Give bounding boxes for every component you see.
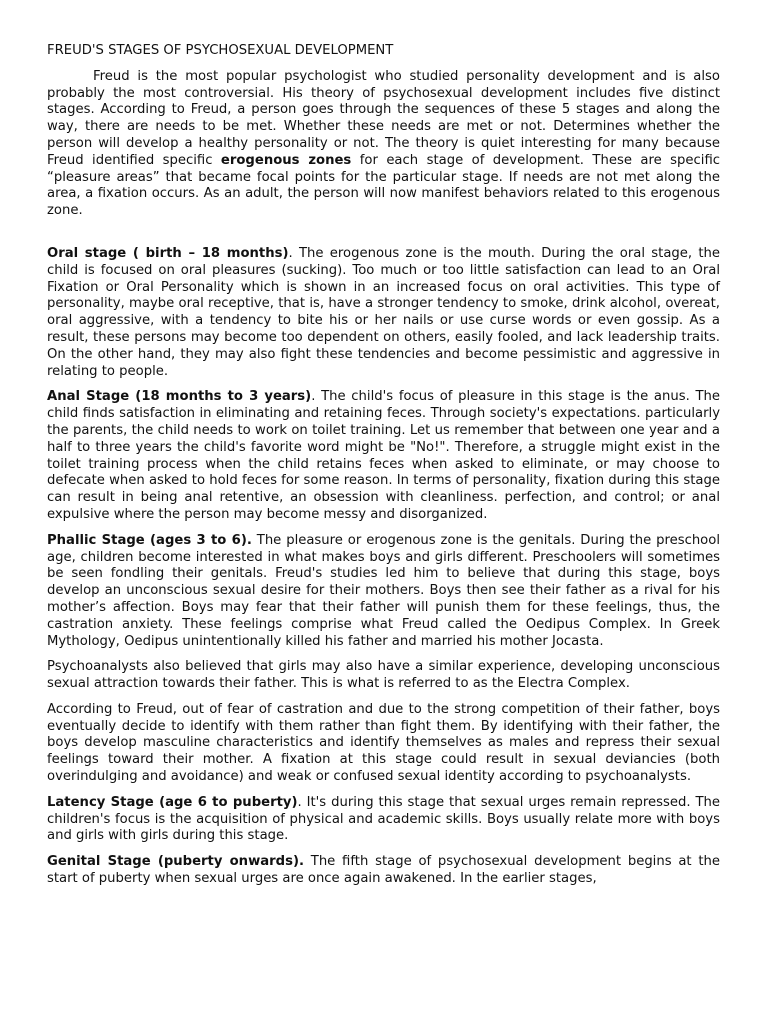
- oral-stage-text: . The erogenous zone is the mouth. During the oral stage, the child is focused on oral pleasures (sucking). Too much or too little satisfaction can lead to an Oral Fixation or Oral Personality which is shown in an increased focus on oral activities. This type of personality, maybe oral receptive, that is, have a stronger tendency to smoke, drink alcohol, overeat, oral aggressive, with a tendency to bite his or her nails or use curse words or even gossip. As a result, these persons may become too dependent on others, easily fooled, and lack leadership traits. On the other hand, they may also fight these tendencies and become pessimistic and aggressive in relating to people.: [47, 245, 720, 379]
- phallic-stage-text: The pleasure or erogenous zone is the genitals. During the preschool age, children become interested in what makes boys and girls different. Preschoolers will sometimes be seen fondling their genitals. Freud's studies led him to believe that during this stage, boys develop an unconscious sexual desire for their mothers. Boys then see their father as a rival for his mother’s affection. Boys may fear that their father will punish them for these feelings, thus, the castration anxiety. These feelings comprise what Freud called the Oedipus Complex. In Greek Mythology, Oedipus unintentionally killed his father and married his mother Jocasta.: [47, 532, 720, 649]
- document-body: [47, 43, 720, 897]
- latency-stage-heading: Latency Stage (age 6 to puberty): [47, 794, 298, 810]
- castration-paragraph: According to Freud, out of fear of castration and due to the strong competition of their father, boys eventually decide to identify with them rather than fight them. By identifying with their father, the boys develop masculine characteristics and identify themselves as males and repress their sexual feelings toward their mother. A fixation at this stage could result in sexual deviancies (both overindulging and avoidance) and weak or confused sexual identity according to psychoanalysts.: [47, 701, 720, 785]
- oral-stage-paragraph: [47, 246, 720, 380]
- phallic-stage-paragraph: [47, 533, 720, 651]
- genital-stage-heading: Genital Stage (puberty onwards).: [47, 854, 304, 870]
- phallic-stage-heading: Phallic Stage (ages 3 to 6).: [47, 532, 252, 548]
- anal-stage-paragraph: [47, 389, 720, 523]
- oral-stage-heading: Oral stage ( birth – 18 months): [47, 245, 289, 261]
- intro-bold-term: erogenous zones: [220, 152, 352, 168]
- intro-text-after: for each stage of development. These are specific “pleasure areas” that became focal points for the particular stage. If needs are not met along the area, a fixation occurs. As an adult, the person will now manifest behaviors related to this erogenous zone.: [47, 152, 721, 219]
- anal-stage-heading: Anal Stage (18 months to 3 years): [47, 389, 312, 405]
- electra-paragraph: Psychoanalysts also believed that girls may also have a similar experience, developing unconscious sexual attraction towards their father. This is what is referred to as the Electra Complex.: [47, 659, 720, 692]
- intro-text-before: Freud is the most popular psychologist who studied personality development and is also probably the most controversial. His theory of psychosexual development includes five distinct stages. According to Freud, a person goes through the sequences of these 5 stages and along the way, there are needs to be met. Whether these needs are met or not. Determines whether the person will develop a healthy personality or not. The theory is quiet interesting for many because Freud identified specific: [47, 68, 720, 168]
- latency-stage-text: . It's during this stage that sexual urges remain repressed. The children's focus is the acquisition of physical and academic skills. Boys usually relate more with boys and girls with girls during this stage.: [47, 794, 720, 844]
- genital-stage-paragraph: [47, 854, 720, 888]
- intro-paragraph: [47, 69, 720, 220]
- latency-stage-paragraph: [47, 795, 720, 845]
- anal-stage-text: . The child's focus of pleasure in this stage is the anus. The child finds satisfaction in eliminating and retaining feces. Through society's expectations. particularly the parents, the child needs to work on toilet training. Let us remember that between one year and a half to three years the child's favorite word might be "No!". Therefore, a struggle might exist in the toilet training process when the child retains feces when asked to eliminate, or may choose to defecate when asked to hold feces for some reason. In terms of personality, fixation during this stage can result in being anal retentive, an obsession with cleanliness. perfection, and control; or anal expulsive where the person may become messy and disorganized.: [47, 389, 720, 522]
- genital-stage-text: The fifth stage of psychosexual development begins at the start of puberty when sexual urges are once again awakened. In the earlier stages,: [47, 854, 721, 887]
- document-title: FREUD'S STAGES OF PSYCHOSEXUAL DEVELOPMENT: [47, 43, 394, 58]
